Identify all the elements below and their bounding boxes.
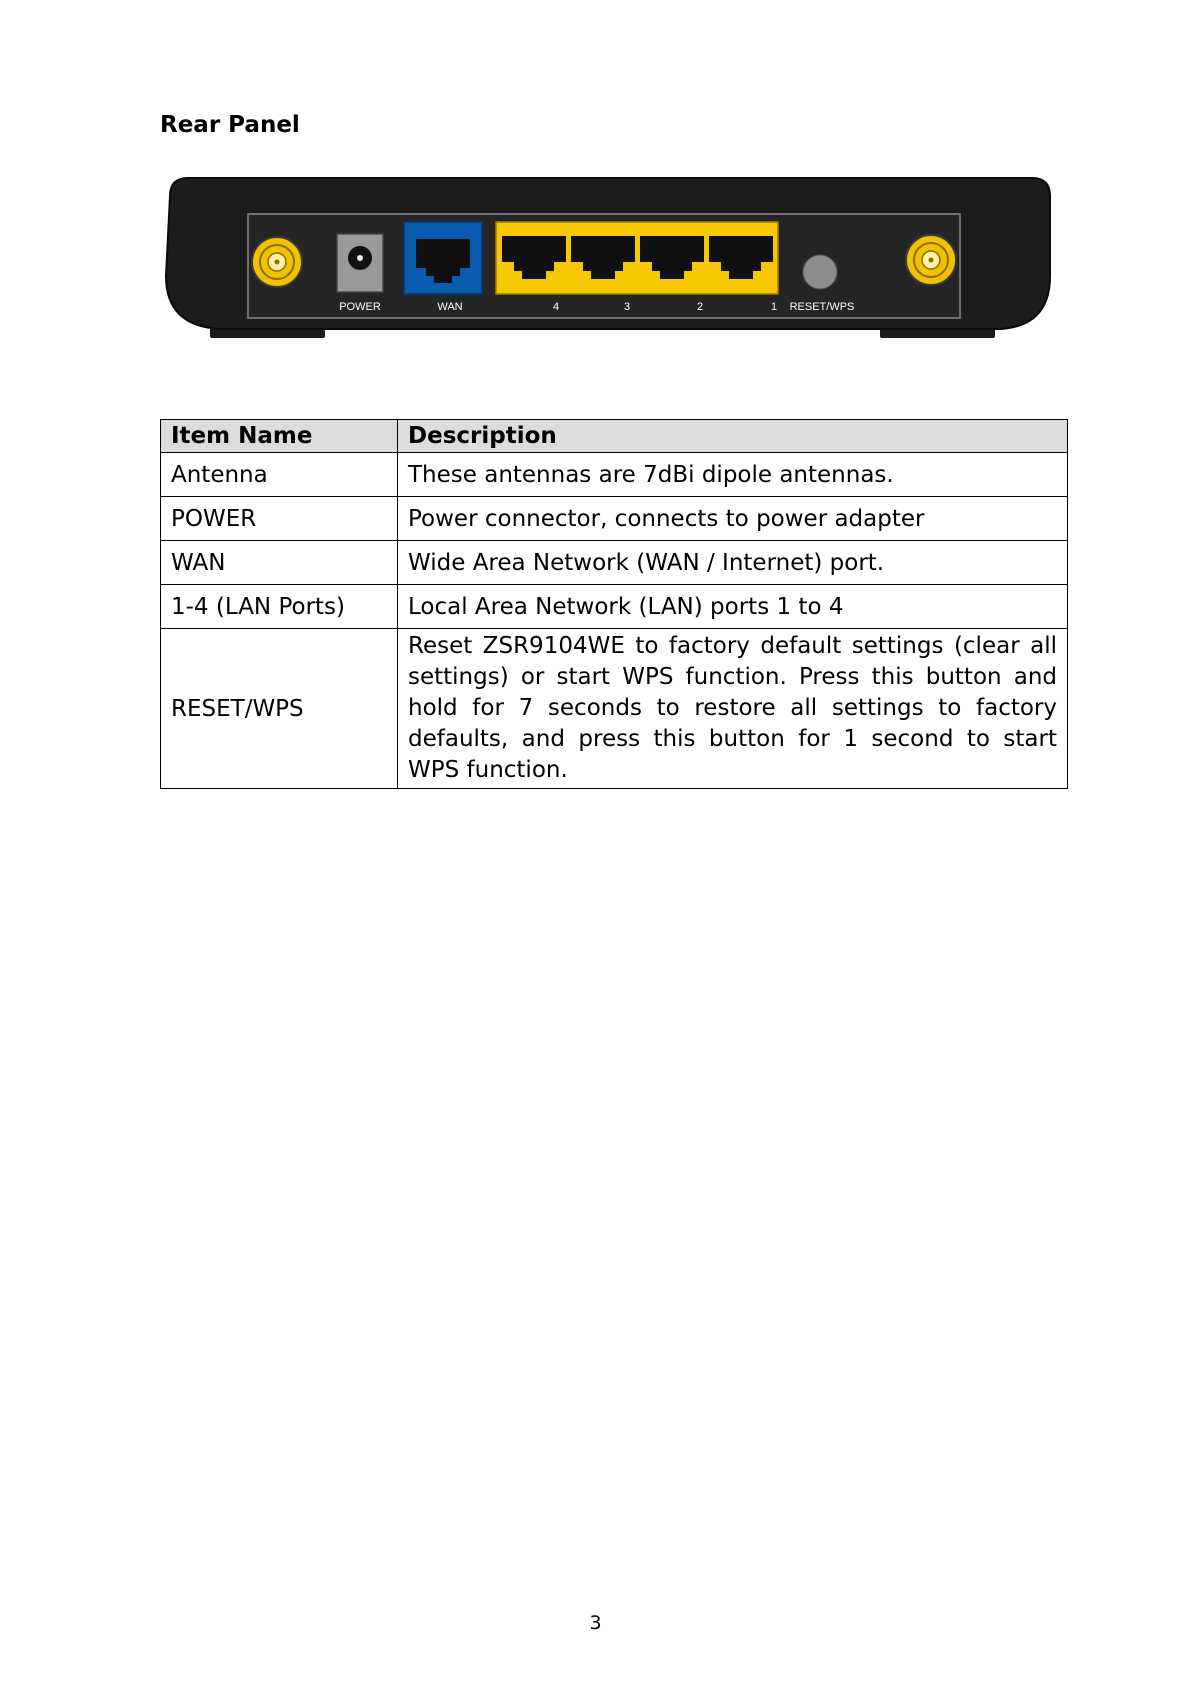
table-header-row bbox=[161, 420, 1068, 453]
label-lan-2: 2 bbox=[696, 301, 704, 313]
antenna-connector-right-icon bbox=[906, 235, 956, 285]
table-row bbox=[161, 585, 1068, 629]
label-reset-wps: RESET/WPS bbox=[789, 301, 855, 313]
header-description: Description bbox=[398, 420, 1068, 453]
item-name-cell: Antenna bbox=[161, 453, 398, 497]
item-name-cell: RESET/WPS bbox=[161, 629, 398, 789]
description-cell: Wide Area Network (WAN / Internet) port. bbox=[398, 541, 1068, 585]
lan-ports-icon bbox=[496, 222, 778, 294]
item-name-cell: POWER bbox=[161, 497, 398, 541]
table-row bbox=[161, 541, 1068, 585]
label-lan-3: 3 bbox=[623, 301, 631, 313]
router-rear-illustration bbox=[160, 176, 1060, 356]
table-row bbox=[161, 497, 1068, 541]
label-wan: WAN bbox=[437, 301, 463, 313]
label-lan-4: 4 bbox=[552, 301, 560, 313]
label-lan-1: 1 bbox=[770, 301, 778, 313]
description-cell: Power connector, connects to power adapter bbox=[398, 497, 1068, 541]
rear-panel-table bbox=[160, 419, 1068, 789]
description-cell: Local Area Network (LAN) ports 1 to 4 bbox=[398, 585, 1068, 629]
description-cell: These antennas are 7dBi dipole antennas. bbox=[398, 453, 1068, 497]
page-heading: Rear Panel bbox=[160, 112, 300, 138]
page-number: 3 bbox=[589, 1612, 602, 1634]
rear-panel-figure bbox=[160, 176, 1060, 356]
table-row bbox=[161, 453, 1068, 497]
header-item-name: Item Name bbox=[161, 420, 398, 453]
antenna-connector-left-icon bbox=[252, 237, 302, 287]
item-name-cell: 1-4 (LAN Ports) bbox=[161, 585, 398, 629]
table-row bbox=[161, 629, 1068, 789]
label-power: POWER bbox=[339, 301, 381, 313]
reset-button-icon bbox=[803, 255, 837, 289]
wan-port-icon bbox=[404, 222, 482, 294]
power-jack-icon bbox=[337, 234, 383, 292]
item-name-cell: WAN bbox=[161, 541, 398, 585]
description-cell: Reset ZSR9104WE to factory default settings (clear all settings) or start WPS function. Press this button and hold for 7 seconds to restore all settings to factory defaults, and press this button for 1 second to start WPS function. bbox=[398, 629, 1068, 789]
